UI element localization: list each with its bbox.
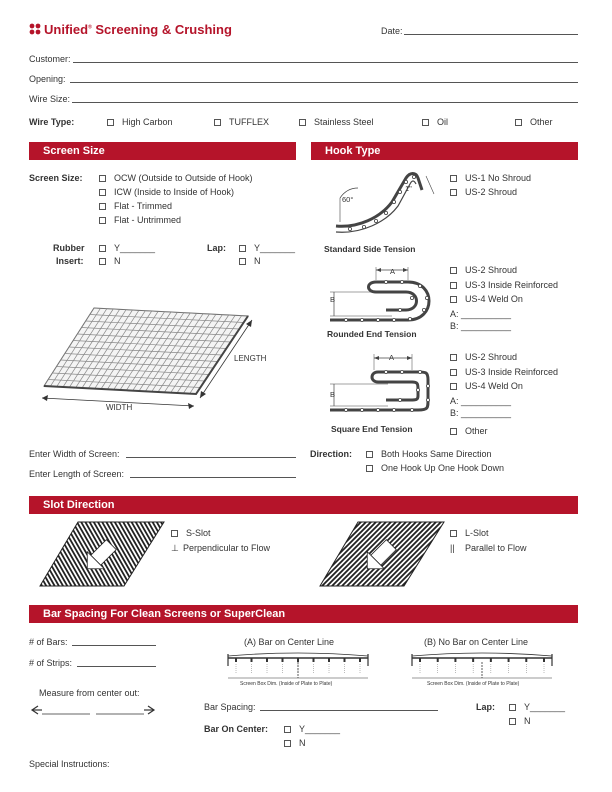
bar-spacing-field[interactable] [260, 710, 438, 711]
box-dim-a: Screen Box Dim. (Inside of Plate to Plate) [240, 681, 333, 687]
checkbox[interactable] [214, 119, 221, 126]
customer-field[interactable] [73, 62, 578, 63]
rubber-yes[interactable]: Y_______ [99, 243, 155, 253]
checkbox[interactable] [450, 383, 457, 390]
screen-size-ocw[interactable]: OCW (Outside to Outside of Hook) [99, 173, 253, 183]
width-field[interactable] [126, 457, 296, 458]
box-dim-b: Screen Box Dim. (Inside of Plate to Plate) [427, 681, 520, 687]
direction-same[interactable]: Both Hooks Same Direction [366, 449, 492, 459]
screen-size-flat-trimmed[interactable]: Flat - Trimmed [99, 201, 172, 211]
hook-us2-rounded[interactable]: US-2 Shroud [450, 265, 517, 275]
bar-center-yes[interactable]: Y_______ [284, 724, 340, 734]
s-slot-diagram [38, 520, 166, 588]
checkbox[interactable] [284, 740, 291, 747]
rubber-label: Rubber [53, 243, 85, 253]
date-field[interactable] [404, 34, 578, 35]
checkbox[interactable] [450, 189, 457, 196]
checkbox[interactable] [509, 718, 516, 725]
width-label: WIDTH [106, 403, 133, 412]
opening-label: Opening: [29, 74, 66, 84]
enter-length-label: Enter Length of Screen: [29, 469, 125, 479]
rounded-hook-diagram [328, 266, 444, 330]
hook-us1[interactable]: US-1 No Shroud [450, 173, 531, 183]
logo-icon [29, 23, 41, 35]
hook-other[interactable]: Other [450, 426, 488, 436]
customer-label: Customer: [29, 54, 71, 64]
checkbox[interactable] [366, 465, 373, 472]
bar-center-label: Bar On Center: [204, 724, 269, 734]
checkbox[interactable] [450, 175, 457, 182]
num-bars-field[interactable] [72, 645, 156, 646]
hook-us4-square[interactable]: US-4 Weld On [450, 381, 523, 391]
hook-us4-rounded[interactable]: US-4 Weld On [450, 294, 523, 304]
checkbox[interactable] [450, 267, 457, 274]
direction-label: Direction: [310, 449, 353, 459]
standard-caption: Standard Side Tension [324, 244, 416, 254]
length-field[interactable] [130, 477, 296, 478]
no-bar-center-diagram [408, 648, 558, 682]
rubber-no[interactable]: N [99, 256, 121, 266]
bar-center-no[interactable]: N [284, 738, 306, 748]
brand-name-rest: Screening & Crushing [95, 22, 232, 37]
checkbox[interactable] [450, 530, 457, 537]
checkbox[interactable] [450, 369, 457, 376]
lap-label: Lap: [207, 243, 226, 253]
checkbox[interactable] [99, 189, 106, 196]
wire-size-field[interactable] [72, 102, 578, 103]
checkbox[interactable] [422, 119, 429, 126]
bar-spacing-label: Bar Spacing: [204, 702, 256, 712]
perpendicular-icon: ⊥ [171, 543, 179, 553]
rounded-dim-a: A [390, 267, 396, 276]
checkbox[interactable] [99, 245, 106, 252]
wire-type-tufflex[interactable]: TUFFLEX [214, 117, 269, 127]
slot-l-desc: || Parallel to Flow [450, 543, 527, 553]
company-logo: Unified® Screening & Crushing [29, 22, 232, 37]
bar-center-diagram [224, 648, 374, 682]
diagram-b-title: (B) No Bar on Center Line [424, 637, 529, 647]
checkbox[interactable] [450, 354, 457, 361]
opening-field[interactable] [70, 82, 578, 83]
brand-name: Unified [44, 22, 89, 37]
wire-type-other[interactable]: Other [515, 117, 553, 127]
hook-type-header: Hook Type [311, 142, 578, 160]
wire-size-label: Wire Size: [29, 94, 71, 104]
square-hook-diagram [328, 352, 444, 422]
slot-s[interactable]: S-Slot [171, 528, 211, 538]
checkbox[interactable] [509, 704, 516, 711]
checkbox[interactable] [99, 175, 106, 182]
checkbox[interactable] [99, 258, 106, 265]
rounded-a-field[interactable]: A: __________ [450, 309, 512, 319]
lap-no[interactable]: N [239, 256, 261, 266]
parallel-icon: || [450, 543, 455, 553]
bar-lap-no[interactable]: N [509, 716, 531, 726]
wire-type-oil[interactable]: Oil [422, 117, 448, 127]
checkbox[interactable] [515, 119, 522, 126]
checkbox[interactable] [299, 119, 306, 126]
screen-size-flat-untrimmed[interactable]: Flat - Untrimmed [99, 215, 181, 225]
checkbox[interactable] [450, 428, 457, 435]
square-dim-b: B [330, 390, 336, 399]
rounded-dim-b: B [330, 295, 336, 304]
measure-arrows [30, 704, 158, 716]
screen-size-label: Screen Size: [29, 173, 83, 183]
square-b-field[interactable]: B: __________ [450, 408, 512, 418]
wire-type-label: Wire Type: [29, 117, 75, 127]
insert-label: Insert: [56, 256, 84, 266]
standard-hook-diagram [328, 168, 438, 242]
checkbox[interactable] [284, 726, 291, 733]
checkbox[interactable] [450, 282, 457, 289]
square-a-field[interactable]: A: __________ [450, 396, 512, 406]
enter-width-label: Enter Width of Screen: [29, 449, 120, 459]
rounded-b-field[interactable]: B: __________ [450, 321, 512, 331]
hook-us3-rounded[interactable]: US-3 Inside Reinforced [450, 280, 558, 290]
slot-direction-header: Slot Direction [29, 496, 578, 514]
rounded-caption: Rounded End Tension [327, 329, 417, 339]
standard-length: 1" [405, 184, 412, 193]
direction-up-down[interactable]: One Hook Up One Hook Down [366, 463, 504, 473]
checkbox[interactable] [366, 451, 373, 458]
checkbox[interactable] [239, 258, 246, 265]
checkbox[interactable] [107, 119, 114, 126]
l-slot-diagram [318, 520, 446, 588]
standard-angle: 60° [342, 195, 354, 204]
wire-type-stainless[interactable]: Stainless Steel [299, 117, 374, 127]
checkbox[interactable] [239, 245, 246, 252]
measure-label: Measure from center out: [39, 688, 140, 698]
slot-s-desc: ⊥ Perpendicular to Flow [171, 543, 271, 553]
length-label: LENGTH [234, 354, 267, 363]
slot-l[interactable]: L-Slot [450, 528, 489, 538]
screen-size-header: Screen Size [29, 142, 296, 160]
square-dim-a: A [389, 353, 395, 362]
checkbox[interactable] [450, 296, 457, 303]
hook-us2-square[interactable]: US-2 Shroud [450, 352, 517, 362]
lap-yes[interactable]: Y_______ [239, 243, 295, 253]
hook-us2-standard[interactable]: US-2 Shroud [450, 187, 517, 197]
screen-size-icw[interactable]: ICW (Inside to Inside of Hook) [99, 187, 234, 197]
wire-type-high-carbon[interactable]: High Carbon [107, 117, 173, 127]
screen-mesh-illustration [38, 302, 258, 414]
hook-us3-square[interactable]: US-3 Inside Reinforced [450, 367, 558, 377]
date-label: Date: [381, 26, 403, 36]
checkbox[interactable] [171, 530, 178, 537]
num-strips-field[interactable] [77, 666, 156, 667]
checkbox[interactable] [99, 203, 106, 210]
checkbox[interactable] [99, 217, 106, 224]
bar-lap-yes[interactable]: Y_______ [509, 702, 565, 712]
num-strips-label: # of Strips: [29, 658, 73, 668]
square-caption: Square End Tension [331, 424, 413, 434]
bar-spacing-header: Bar Spacing For Clean Screens or SuperClean [29, 605, 578, 623]
diagram-a-title: (A) Bar on Center Line [244, 637, 335, 647]
num-bars-label: # of Bars: [29, 637, 68, 647]
special-instructions-label: Special Instructions: [29, 759, 110, 769]
bar-lap-label: Lap: [476, 702, 495, 712]
